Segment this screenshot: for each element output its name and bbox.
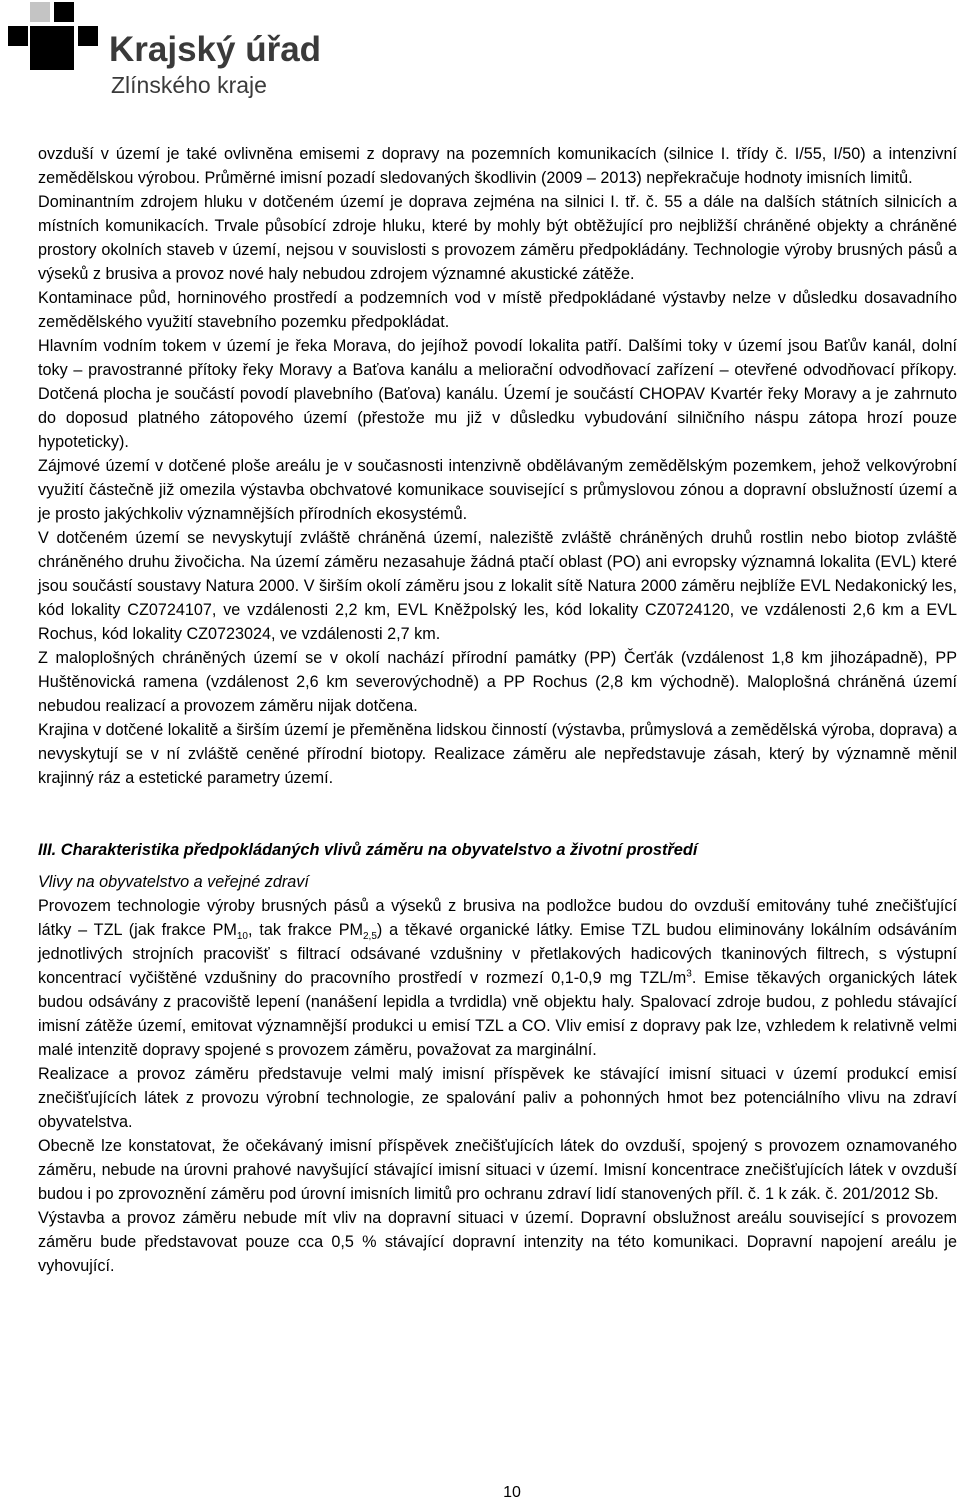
logo-square — [8, 26, 28, 46]
paragraph: Dominantním zdrojem hluku v dotčeném území je doprava zejména na silnici I. tř. č. 55 a dále na dalších státních silnicích a místních komunikacích. Trvale působící zdroje hluku, které by mohly být obtěžující pro nejbližší chráněné objekty a chráněné prostory okolních staveb v území, nejsou v souvislosti s provozem záměru předpokládány. Technologie výroby brusných pásů a výseků z brusiva a provoz nové haly nebudou zdrojem významné akustické zátěže. — [38, 193, 957, 283]
text-run: . Emise těkavých organických látek budou odsávány z pracoviště lepení (nanášení lepidla a tvrdidla) vně objektu haly. Spalovací zdroje budou, z pohledu stávající imisní zátěže území, emitovat významnější produkci u emisí TZL a CO. Vliv emisí z dopravy pak lze, vzhledem k relativně velmi malé intenzitě dopravy spojené s provozem záměru, považovat za marginální. — [38, 969, 957, 1059]
text-run: , tak frakce PM — [247, 921, 363, 939]
document-body — [38, 142, 957, 1278]
paragraph: Výstavba a provoz záměru nebude mít vliv na dopravní situaci v území. Dopravní obslužnost areálu související s provozem záměru bude představovat pouze cca 0,5 % stávající dopravní intenzity na této komunikaci. Dopravní napojení areálu je vyhovující. — [38, 1209, 957, 1275]
paragraph: V dotčeném území se nevyskytují zvláště chráněná území, naleziště zvláště chráněných druhů rostlin nebo biotop zvláště chráněného druhu živočicha. Na území záměru nezasahuje žádná ptačí oblast (PO) ani evropsky významná lokalita (EVL) které jsou součástí soustavy Natura 2000. V širším okolí záměru jsou z lokalit sítě Natura 2000 záměru nejblíže EVL Nedakonický les, kód lokality CZ0724107, ve vzdálenosti 2,2 km, EVL Kněžpolský les, kód lokality CZ0724120, ve vzdálenosti 2,6 km a EVL Rochus, kód lokality CZ0723024, ve vzdálenosti 2,7 km. — [38, 529, 957, 643]
paragraph: Kontaminace půd, horninového prostředí a podzemních vod v místě předpokládané výstavby nelze v důsledku dosavadního zemědělského využití stavebního pozemku předpokládat. — [38, 289, 957, 331]
paragraph: Hlavním vodním tokem v území je řeka Morava, do jejíhož povodí lokalita patří. Dalšími toky v území jsou Baťův kanál, dolní toky – pravostranné přítoky řeky Moravy a Baťova kanálu a meliorační odvodňovací zařízení – otevřené odvodňovací příkopy. Dotčená plocha je součástí povodí plavebního (Baťova) kanálu. Území je součástí CHOPAV Kvartér řeky Moravy a je zahrnuto do doposud platného zátopového území (přestože mu již v důsledku vybudování silničního náspu zátopa hrozí pouze hypoteticky). — [38, 337, 957, 451]
logo-square — [78, 26, 98, 46]
paragraph: ovzduší v území je také ovlivněna emisemi z dopravy na pozemních komunikacích (silnice I. třídy č. I/55, I/50) a intenzivní zemědělskou výrobou. Průměrné imisní pozadí sledovaných škodlivin (2009 – 2013) nepřekračuje hodnoty imisních limitů. — [38, 145, 957, 187]
logo-square-grey — [30, 2, 50, 22]
text-run: Provozem technologie výroby brusných pásů a výseků z brusiva na podložce budou do ovzduší emitovány tuhé znečišťující látky – TZL (jak frakce PM — [38, 897, 957, 939]
paragraph — [38, 894, 957, 1062]
section-heading: III. Charakteristika předpokládaných vlivů záměru na obyvatelstvo a životní prostředí — [38, 841, 698, 859]
org-name: Krajský úřad — [109, 30, 322, 69]
text-run: ) a těkavé organické látky. Emise TZL budou eliminovány lokálním odsáváním jednotlivých strojních pracovišť s filtrací odsávané vzdušniny v přetlakových hadicových tkaninových filtrech, s výstupní koncentrací vyčištěné vzdušniny do pracovního prostředí v rozmezí 0,1-0,9 mg TZL/m — [38, 921, 958, 987]
logo-square — [30, 26, 74, 70]
paragraph: Krajina v dotčené lokalitě a širším území je přeměněna lidskou činností (výstavba, průmyslová a zemědělská výroba, doprava) a nevyskytují se v ní zvláště ceněné přírodní biotopy. Realizace záměru ale nepředstavuje zásah, který by významně měnil krajinný ráz a estetické parametry území. — [38, 721, 957, 787]
logo-square — [54, 2, 74, 22]
krajsky-urad-logo — [8, 2, 322, 102]
paragraph: Obecně lze konstatovat, že očekávaný imisní příspěvek znečišťujících látek do ovzduší, spojený s provozem oznamovaného záměru, nebude na úrovni prahové navyšující stávající imisní situaci v území. Imisní koncentrace znečišťujících látek v ovzduší budou i po zprovoznění záměru pod úrovní imisních limitů pro ochranu zdraví lidí stanovených příl. č. 1 k zák. č. 201/2012 Sb. — [38, 1137, 957, 1203]
superscript: 3 — [686, 968, 692, 980]
org-region: Zlínského kraje — [111, 72, 267, 98]
section-subheading: Vlivy na obyvatelstvo a veřejné zdraví — [38, 873, 309, 891]
paragraph: Zájmové území v dotčené ploše areálu je v současnosti intenzivně obdělávaným zemědělským pozemkem, jehož velkovýrobní využití částečně již omezila výstavba obchvatové komunikace související s průmyslovou zónou a dopravní obslužností území a je prosto jakýchkoliv významnějších přírodních ekosystémů. — [38, 457, 957, 523]
subscript: 10 — [236, 931, 248, 943]
page-number: 10 — [503, 1484, 521, 1501]
subscript: 2,5 — [362, 931, 377, 943]
paragraph: Realizace a provoz záměru představuje velmi malý imisní příspěvek ke stávající imisní situaci v území produkcí emisí znečišťujících látek z provozu výrobní technologie, ze spalování paliv a pohonných hmot bez potenciálního vlivu na zdraví obyvatelstva. — [38, 1065, 957, 1131]
paragraph: Z maloplošných chráněných území se v okolí nachází přírodní památky (PP) Čerťák (vzdálenost 1,8 km jihozápadně), PP Huštěnovická ramena (vzdálenost 2,6 km severovýchodně) a PP Rochus (2,8 km východně). Maloplošná chráněná území nebudou realizací a provozem záměru nijak dotčena. — [38, 649, 957, 715]
